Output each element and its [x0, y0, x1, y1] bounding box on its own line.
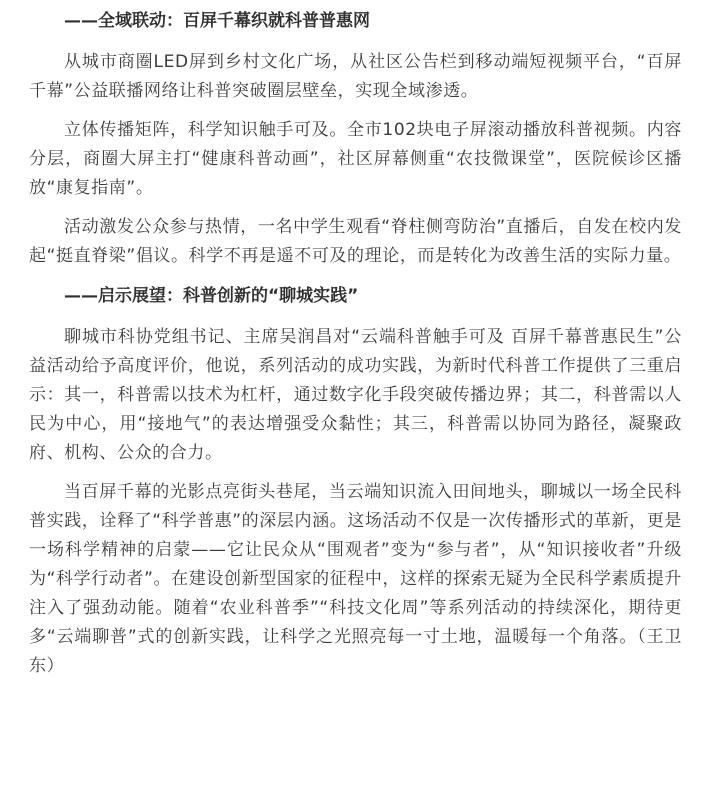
section-heading-full-coverage: ——全域联动：百屏千幕织就科普普惠网: [64, 11, 370, 31]
paragraph: 从城市商圈LED屏到乡村文化广场，从社区公告栏到移动端短视频平台，“百屏千幕”公益联播网络让科普突破圈层壁垒，实现全域渗透。: [29, 52, 682, 101]
paragraph: 立体传播矩阵，科学知识触手可及。全市102块电子屏滚动播放科普视频。内容分层，商圈大屏主打“健康科普动画”，社区屏幕侧重“农技微课堂”，医院候诊区播放“康复指南”。: [29, 120, 682, 198]
paragraph: 当百屏千幕的光影点亮街头巷尾，当云端知识流入田间地头，聊城以一场全民科普实践，诠释了“科学普惠”的深层内涵。这场活动不仅是一次传播形式的革新，更是一场科学精神的启蒙——它让民众从“围观者”变为“参与者”，从“知识接收者”升级为“科学行动者”。在建设创新型国家的征程中，这样的探索无疑为全民科学素质提升注入了强劲动能。随着“农业科普季”“科技文化周”等系列活动的持续深化，期待更多“云端聊普”式的创新实践，让科学之光照亮每一寸土地，温暖每一个角落。（王卫东）: [29, 482, 682, 676]
section-heading-outlook: ——启示展望：科普创新的“聊城实践”: [64, 286, 359, 306]
paragraph: 活动激发公众参与热情，一名中学生观看“脊柱侧弯防治”直播后，自发在校内发起“挺直脊梁”倡议。科学不再是遥不可及的理论，而是转化为改善生活的实际力量。: [29, 217, 682, 266]
paragraph: 聊城市科协党组书记、主席吴润昌对“云端科普触手可及 百屏千幕普惠民生”公益活动给予高度评价，他说，系列活动的成功实践，为新时代科普工作提供了三重启示：其一，科普需以技术为杠杆，通过数字化手段突破传播边界；其二，科普需以人民为中心，用“接地气”的表达增强受众黏性；其三，科普需以协同为路径，凝聚政府、机构、公众的合力。: [29, 327, 682, 463]
